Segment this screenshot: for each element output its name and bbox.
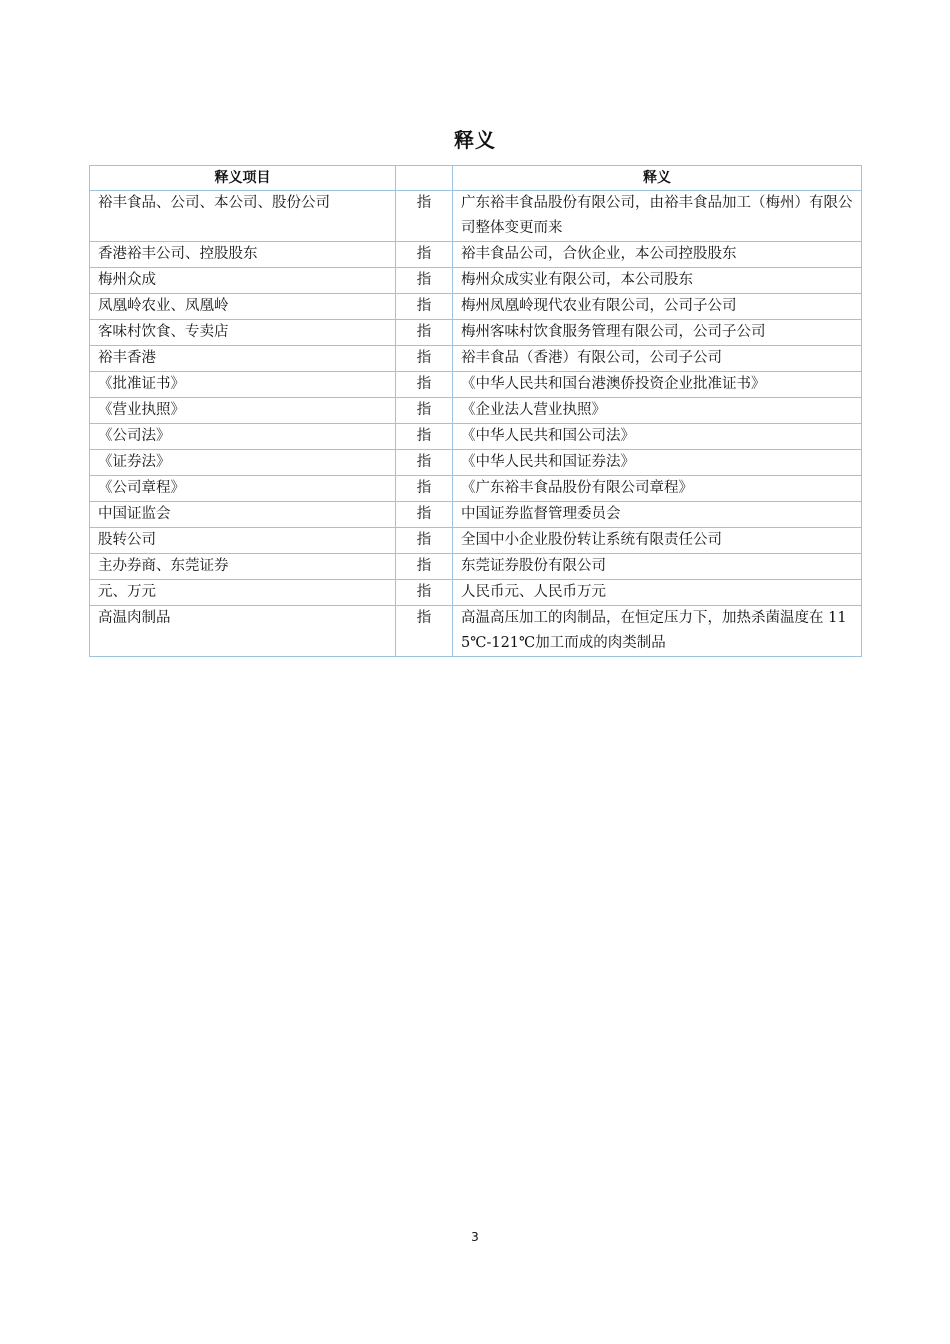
definition-cell: 东莞证券股份有限公司 (453, 554, 862, 580)
ref-cell: 指 (396, 294, 453, 320)
definition-cell: 《中华人民共和国证券法》 (453, 450, 862, 476)
page-number: 3 (471, 1230, 479, 1244)
definition-cell: 《广东裕丰食品股份有限公司章程》 (453, 476, 862, 502)
table-row (90, 346, 862, 372)
ref-cell: 指 (396, 372, 453, 398)
definition-cell: 梅州客味村饮食服务管理有限公司，公司子公司 (453, 320, 862, 346)
header-ref (396, 166, 453, 191)
definition-cell: 广东裕丰食品股份有限公司，由裕丰食品加工（梅州）有限公司整体变更而来 (453, 191, 862, 242)
table-row (90, 268, 862, 294)
ref-cell: 指 (396, 554, 453, 580)
ref-cell: 指 (396, 528, 453, 554)
table-row (90, 398, 862, 424)
term-cell: 股转公司 (90, 528, 396, 554)
table-row (90, 580, 862, 606)
table-row (90, 502, 862, 528)
page-title: 释义 (454, 128, 496, 152)
definition-cell: 高温高压加工的肉制品，在恒定压力下，加热杀菌温度在 115℃-121℃加工而成的肉类制品 (453, 606, 862, 657)
term-cell: 裕丰香港 (90, 346, 396, 372)
ref-cell: 指 (396, 191, 453, 242)
table-row (90, 528, 862, 554)
definition-cell: 人民币元、人民币万元 (453, 580, 862, 606)
table-row (90, 476, 862, 502)
definition-cell: 《企业法人营业执照》 (453, 398, 862, 424)
term-cell: 《公司章程》 (90, 476, 396, 502)
ref-cell: 指 (396, 424, 453, 450)
ref-cell: 指 (396, 346, 453, 372)
definition-cell: 梅州众成实业有限公司，本公司股东 (453, 268, 862, 294)
ref-cell: 指 (396, 268, 453, 294)
table-row (90, 554, 862, 580)
table-row (90, 450, 862, 476)
term-cell: 《证券法》 (90, 450, 396, 476)
ref-cell: 指 (396, 320, 453, 346)
term-cell: 元、万元 (90, 580, 396, 606)
table-header-row (90, 166, 862, 191)
definition-cell: 《中华人民共和国公司法》 (453, 424, 862, 450)
term-cell: 中国证监会 (90, 502, 396, 528)
definition-cell: 裕丰食品公司，合伙企业，本公司控股股东 (453, 242, 862, 268)
table-row (90, 424, 862, 450)
term-cell: 《批准证书》 (90, 372, 396, 398)
ref-cell: 指 (396, 242, 453, 268)
definition-cell: 梅州凤凰岭现代农业有限公司，公司子公司 (453, 294, 862, 320)
term-cell: 凤凰岭农业、凤凰岭 (90, 294, 396, 320)
ref-cell: 指 (396, 398, 453, 424)
table-row (90, 372, 862, 398)
term-cell: 香港裕丰公司、控股股东 (90, 242, 396, 268)
term-cell: 《营业执照》 (90, 398, 396, 424)
table-row (90, 294, 862, 320)
header-definition: 释义 (453, 166, 862, 191)
table-row (90, 320, 862, 346)
term-cell: 梅州众成 (90, 268, 396, 294)
definition-cell: 中国证券监督管理委员会 (453, 502, 862, 528)
term-cell: 客味村饮食、专卖店 (90, 320, 396, 346)
ref-cell: 指 (396, 476, 453, 502)
ref-cell: 指 (396, 502, 453, 528)
definition-cell: 全国中小企业股份转让系统有限责任公司 (453, 528, 862, 554)
table-row (90, 606, 862, 657)
definition-cell: 裕丰食品（香港）有限公司，公司子公司 (453, 346, 862, 372)
table-row (90, 242, 862, 268)
ref-cell: 指 (396, 580, 453, 606)
term-cell: 《公司法》 (90, 424, 396, 450)
ref-cell: 指 (396, 450, 453, 476)
table-row (90, 191, 862, 242)
ref-cell: 指 (396, 606, 453, 657)
term-cell: 高温肉制品 (90, 606, 396, 657)
definitions-table (89, 165, 862, 657)
definition-cell: 《中华人民共和国台港澳侨投资企业批准证书》 (453, 372, 862, 398)
term-cell: 裕丰食品、公司、本公司、股份公司 (90, 191, 396, 242)
header-term: 释义项目 (90, 166, 396, 191)
term-cell: 主办券商、东莞证券 (90, 554, 396, 580)
